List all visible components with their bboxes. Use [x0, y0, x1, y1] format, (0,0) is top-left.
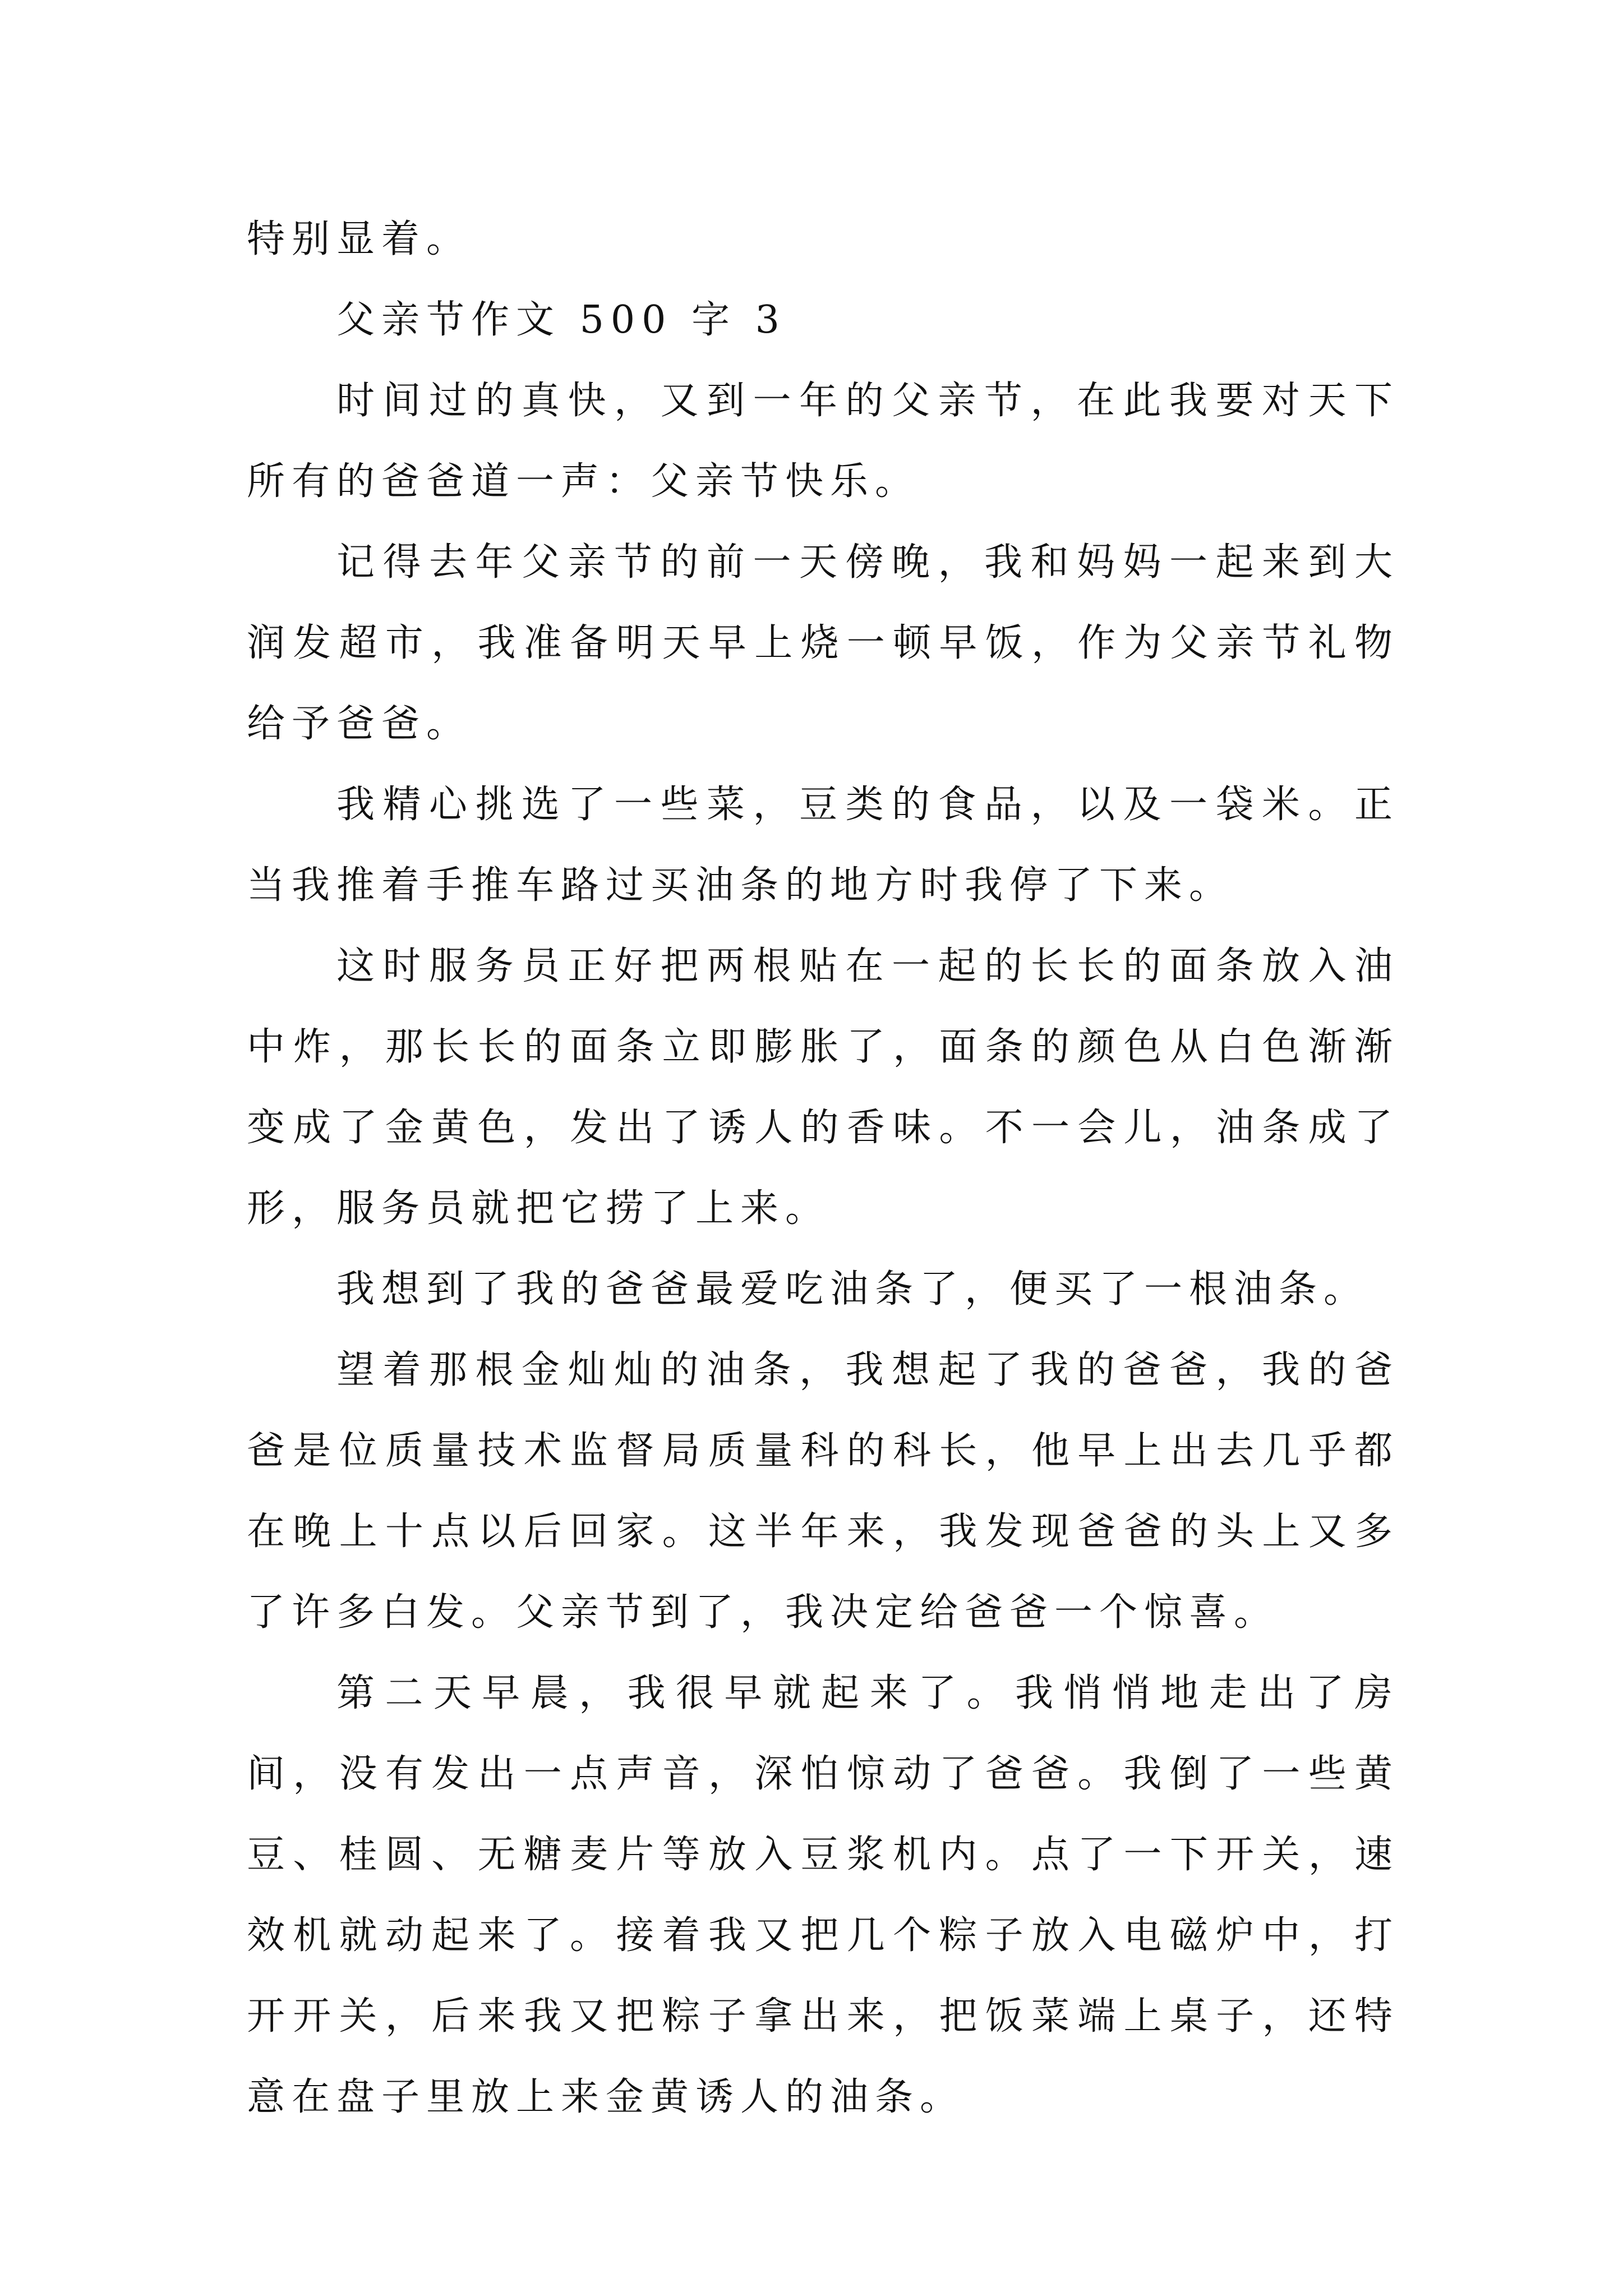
paragraph: 第二天早晨，我很早就起来了。我悄悄地走出了房间，没有发出一点声音，深怕惊动了爸爸。我倒了一些黄豆、桂圆、无糖麦片等放入豆浆机内。点了一下开关，速效机就动起来了。接着我又把几个粽子放入电磁炉中，打开开关，后来我又把粽子拿出来，把饭菜端上桌子，还特意在盘子里放上来金黄诱人的油条。: [247, 1671, 1399, 2119]
document-body: [247, 199, 1399, 2138]
paragraph: 时间过的真快，又到一年的父亲节，在此我要对天下所有的爸爸道一声：父亲节快乐。: [247, 379, 1399, 504]
paragraph: 我想到了我的爸爸最爱吃油条了，便买了一根油条。: [336, 1267, 1369, 1312]
paragraph: 我精心挑选了一些菜，豆类的食品，以及一袋米。正当我推着手推车路过买油条的地方时我停了下来。: [247, 783, 1399, 908]
essay-heading: 父亲节作文 500 字 3: [336, 298, 786, 342]
paragraph: 望着那根金灿灿的油条，我想起了我的爸爸，我的爸爸是位质量技术监督局质量科的科长，他早上出去几乎都在晚上十点以后回家。这半年来，我发现爸爸的头上又多了许多白发。父亲节到了，我决定给爸爸一个惊喜。: [247, 1348, 1399, 1635]
paragraph: 这时服务员正好把两根贴在一起的长长的面条放入油中炸，那长长的面条立即膨胀了，面条的颜色从白色渐渐变成了金黄色，发出了诱人的香味。不一会儿，油条成了形，服务员就把它捞了上来。: [247, 944, 1399, 1231]
paragraph-continuation: 特别显着。: [247, 217, 472, 261]
paragraph: 记得去年父亲节的前一天傍晚，我和妈妈一起来到大润发超市，我准备明天早上烧一顿早饭，作为父亲节礼物给予爸爸。: [247, 540, 1399, 746]
